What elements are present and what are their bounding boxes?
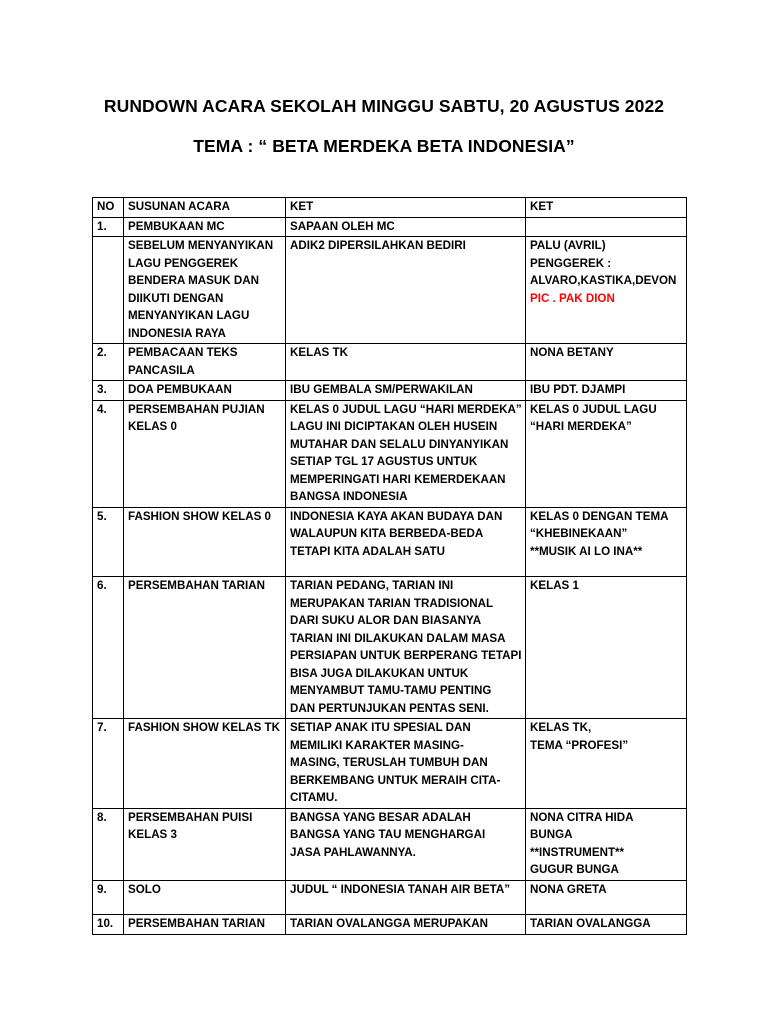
- table-row: [93, 344, 687, 381]
- table-row: [93, 915, 687, 935]
- cell-line: FASHION SHOW KELAS TK: [128, 721, 281, 734]
- table-header-row: [93, 198, 687, 218]
- cell-line: LAGU INI DICIPTAKAN OLEH HUSEIN: [290, 420, 498, 433]
- cell-ket: [286, 507, 526, 577]
- cell-line: PERSEMBAHAN PUJIAN: [128, 402, 265, 416]
- cell-no: 1.: [93, 217, 124, 237]
- cell-line: LAGU PENGGEREK: [128, 256, 239, 270]
- cell-line: KELAS 3: [128, 828, 177, 841]
- cell-susunan-acara: [124, 344, 286, 381]
- cell-ket: [286, 400, 526, 507]
- cell-line: TEMA “PROFESI”: [530, 738, 629, 752]
- cell-line: ALVARO,KASTIKA,DEVON: [530, 274, 677, 287]
- cell-line: ADIK2 DIPERSILAHKAN BEDIRI: [290, 239, 466, 252]
- cell-susunan-acara: [124, 217, 286, 237]
- cell-no: 8.: [93, 808, 124, 880]
- cell-line: PEMBUKAAN MC: [128, 219, 225, 233]
- pic-note: PIC . PAK DION: [530, 291, 615, 305]
- cell-ket: [286, 808, 526, 880]
- cell-no: 4.: [93, 400, 124, 507]
- table-body: [93, 217, 687, 934]
- cell-line: MENYANYIKAN LAGU: [128, 309, 250, 322]
- cell-line: MASING, TERUSLAH TUMBUH DAN: [290, 756, 488, 769]
- cell-line: BISA JUGA DILAKUKAN UNTUK: [290, 666, 469, 680]
- table-row: [93, 237, 687, 344]
- cell-line: NONA CITRA HIDA: [530, 810, 634, 824]
- table-row: [93, 808, 687, 880]
- cell-line: KELAS 0 JUDUL LAGU: [530, 402, 657, 416]
- cell-line: BANGSA YANG TAU MENGHARGAI: [290, 828, 486, 841]
- cell-ket-2: [526, 880, 687, 915]
- cell-susunan-acara: [124, 808, 286, 880]
- header-ket-2: KET: [526, 198, 687, 218]
- cell-line: DARI SUKU ALOR DAN BIASANYA: [290, 614, 482, 627]
- cell-line: GUGUR BUNGA: [530, 863, 619, 876]
- cell-ket: [286, 915, 526, 935]
- header-susunan-acara: SUSUNAN ACARA: [124, 198, 286, 218]
- cell-line: MENYAMBUT TAMU-TAMU PENTING: [290, 684, 492, 697]
- cell-line: TARIAN OVALANGGA: [530, 917, 651, 930]
- cell-no: 6.: [93, 577, 124, 719]
- cell-line: PENGGEREK :: [530, 256, 612, 270]
- cell-susunan-acara: [124, 381, 286, 401]
- cell-line: **INSTRUMENT**: [530, 845, 625, 859]
- cell-susunan-acara: [124, 719, 286, 809]
- table-row: [93, 217, 687, 237]
- document-title: RUNDOWN ACARA SEKOLAH MINGGU SABTU, 20 AGUSTUS 2022: [103, 96, 665, 116]
- cell-ket: [286, 880, 526, 915]
- cell-line: SAPAAN OLEH MC: [290, 219, 395, 233]
- cell-ket-2: [526, 719, 687, 809]
- cell-line: KELAS 0: [128, 420, 177, 433]
- cell-line: BANGSA YANG BESAR ADALAH: [290, 810, 471, 824]
- cell-no: 9.: [93, 880, 124, 915]
- cell-ket-2: [526, 400, 687, 507]
- cell-line: WALAUPUN KITA BERBEDA-BEDA: [290, 527, 484, 540]
- cell-line: PALU (AVRIL): [530, 239, 606, 252]
- cell-ket-2: [526, 577, 687, 719]
- cell-line: MEMILIKI KARAKTER MASING-: [290, 738, 464, 752]
- cell-line: SETIAP TGL 17 AGUSTUS UNTUK: [290, 455, 478, 468]
- cell-line: TETAPI KITA ADALAH SATU: [290, 544, 445, 558]
- document-subtitle: TEMA : “ BETA MERDEKA BETA INDONESIA”: [193, 136, 575, 156]
- cell-line: PERSIAPAN UNTUK BERPERANG TETAPI: [290, 649, 522, 662]
- cell-no: 3.: [93, 381, 124, 401]
- table-row: [93, 400, 687, 507]
- cell-line: “HARI MERDEKA”: [530, 420, 632, 433]
- table-row: [93, 719, 687, 809]
- cell-line: INDONESIA KAYA AKAN BUDAYA DAN: [290, 509, 503, 523]
- cell-line: MUTAHAR DAN SELALU DINYANYIKAN: [290, 437, 509, 451]
- cell-no: 5.: [93, 507, 124, 577]
- cell-line: TARIAN INI DILAKUKAN DALAM MASA: [290, 631, 506, 645]
- cell-susunan-acara: [124, 400, 286, 507]
- cell-line: SOLO: [128, 882, 161, 896]
- table-row: [93, 577, 687, 719]
- cell-line: DIIKUTI DENGAN: [128, 291, 224, 305]
- cell-susunan-acara: [124, 507, 286, 577]
- cell-line: BERKEMBANG UNTUK MERAIH CITA-: [290, 773, 501, 787]
- cell-line: CITAMU.: [290, 791, 338, 804]
- cell-susunan-acara: [124, 915, 286, 935]
- cell-line: “KHEBINEKAAN”: [530, 527, 628, 540]
- rundown-table: [92, 197, 687, 935]
- cell-line: PERSEMBAHAN PUISI: [128, 810, 253, 824]
- cell-line: MEMPERINGATI HARI KEMERDEKAAN: [290, 472, 506, 486]
- cell-line: NONA GRETA: [530, 882, 607, 896]
- cell-line: INDONESIA RAYA: [128, 326, 226, 340]
- cell-ket: [286, 719, 526, 809]
- cell-line: **MUSIK AI LO INA**: [530, 544, 643, 558]
- table-row: [93, 507, 687, 577]
- cell-susunan-acara: [124, 237, 286, 344]
- cell-line: FASHION SHOW KELAS 0: [128, 509, 272, 523]
- cell-line: PEMBACAAN TEKS: [128, 346, 238, 359]
- cell-ket: [286, 344, 526, 381]
- cell-line: JASA PAHLAWANNYA.: [290, 845, 416, 859]
- cell-line: TARIAN PEDANG, TARIAN INI: [290, 579, 454, 592]
- cell-ket: [286, 381, 526, 401]
- cell-ket: [286, 217, 526, 237]
- cell-line: BANGSA INDONESIA: [290, 490, 408, 503]
- cell-line: KELAS 0 DENGAN TEMA: [530, 509, 669, 523]
- cell-line: BUNGA: [530, 828, 573, 841]
- cell-no: 10.: [93, 915, 124, 935]
- cell-no: 7.: [93, 719, 124, 809]
- cell-susunan-acara: [124, 880, 286, 915]
- header-no: NO: [93, 198, 124, 218]
- cell-ket-2: [526, 237, 687, 344]
- cell-ket-2: [526, 217, 687, 237]
- cell-no: [93, 237, 124, 344]
- cell-line: BENDERA MASUK DAN: [128, 274, 259, 287]
- cell-line: MERUPAKAN TARIAN TRADISIONAL: [290, 596, 494, 610]
- cell-line: KELAS TK: [290, 346, 348, 359]
- cell-ket-2: [526, 808, 687, 880]
- cell-line: IBU PDT. DJAMPI: [530, 383, 626, 396]
- cell-ket: [286, 237, 526, 344]
- cell-line: PERSEMBAHAN TARIAN: [128, 917, 265, 930]
- cell-line: NONA BETANY: [530, 346, 614, 359]
- cell-line: DAN PERTUNJUKAN PENTAS SENI.: [290, 701, 489, 715]
- table-row: [93, 381, 687, 401]
- cell-line: KELAS 1: [530, 579, 579, 592]
- cell-line: TARIAN OVALANGGA MERUPAKAN: [290, 917, 488, 930]
- cell-ket: [286, 577, 526, 719]
- cell-line: IBU GEMBALA SM/PERWAKILAN: [290, 383, 473, 396]
- cell-line: SETIAP ANAK ITU SPESIAL DAN: [290, 721, 471, 734]
- cell-susunan-acara: [124, 577, 286, 719]
- cell-ket-2: [526, 344, 687, 381]
- cell-line: JUDUL “ INDONESIA TANAH AIR BETA”: [290, 882, 511, 896]
- cell-no: 2.: [93, 344, 124, 381]
- cell-line: PERSEMBAHAN TARIAN: [128, 579, 265, 592]
- cell-line: DOA PEMBUKAAN: [128, 383, 232, 396]
- table-row: [93, 880, 687, 915]
- cell-line: PANCASILA: [128, 363, 195, 377]
- cell-line: KELAS 0 JUDUL LAGU “HARI MERDEKA”: [290, 402, 522, 416]
- cell-ket-2: [526, 381, 687, 401]
- cell-ket-2: [526, 507, 687, 577]
- cell-line: KELAS TK,: [530, 721, 592, 734]
- header-ket: KET: [286, 198, 526, 218]
- cell-ket-2: [526, 915, 687, 935]
- cell-line: SEBELUM MENYANYIKAN: [128, 239, 274, 252]
